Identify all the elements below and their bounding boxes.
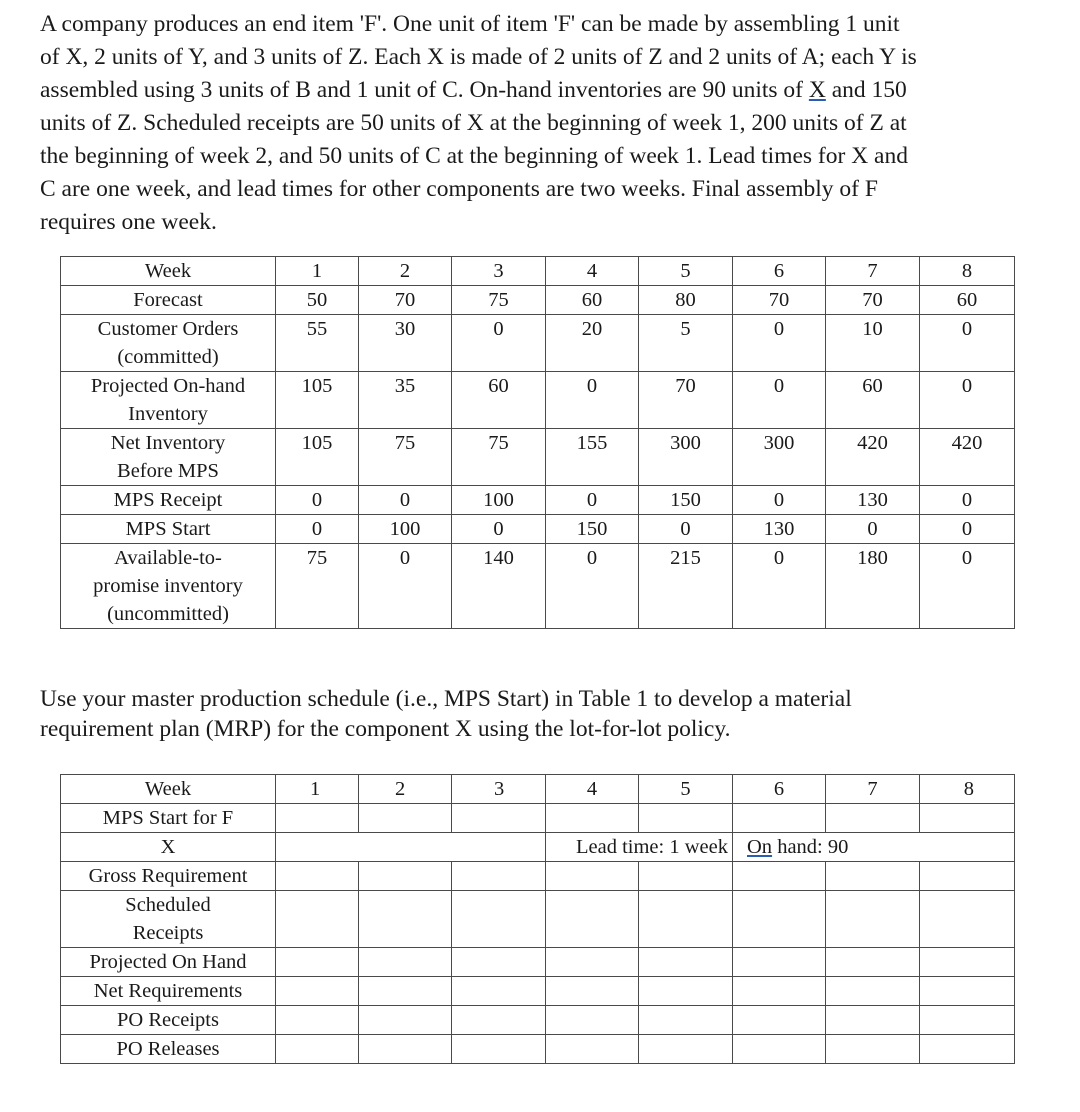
mrp-cell[interactable] [359, 804, 452, 833]
mps-cell: 420 [920, 429, 1015, 486]
mps-cell: 0 [276, 515, 359, 544]
mrp-cell[interactable] [452, 1035, 546, 1064]
mps-cell: 0 [359, 486, 452, 515]
mrp-cell[interactable] [276, 1006, 359, 1035]
mps-cell: 20 [546, 315, 639, 372]
mrp-cell[interactable] [276, 948, 359, 977]
mrp-week-4: 4 [546, 775, 639, 804]
mps-cell: 0 [546, 372, 639, 429]
mps-cell: 55 [276, 315, 359, 372]
mps-cell: 7 [826, 257, 920, 286]
mrp-cell[interactable] [920, 862, 1015, 891]
mps-cell: 0 [276, 486, 359, 515]
mps-row-label: Forecast [61, 286, 276, 315]
mrp-week-label: Week [61, 775, 276, 804]
mrp-cell[interactable] [639, 977, 733, 1006]
mrp-week-2: 2 [359, 775, 452, 804]
mrp-cell[interactable] [452, 977, 546, 1006]
mrp-cell[interactable] [920, 948, 1015, 977]
mrp-cell[interactable] [639, 1006, 733, 1035]
mrp-table-row [61, 862, 1015, 891]
mps-cell: 420 [826, 429, 920, 486]
mrp-table-row [61, 977, 1015, 1006]
mps-row-label: Week [61, 257, 276, 286]
mps-cell: 3 [452, 257, 546, 286]
mrp-week-1: 1 [276, 775, 359, 804]
mps-cell: 2 [359, 257, 452, 286]
mrp-week-6: 6 [733, 775, 826, 804]
mrp-week-row [61, 775, 1015, 804]
mrp-cell[interactable] [826, 948, 920, 977]
mps-row-label: MPS Receipt [61, 486, 276, 515]
mps-cell: 60 [546, 286, 639, 315]
mrp-row-label: Gross Requirement [61, 862, 276, 891]
mrp-mps-start-row [61, 804, 1015, 833]
mrp-cell[interactable] [733, 862, 826, 891]
mps-cell: 60 [452, 372, 546, 429]
mps-cell: 1 [276, 257, 359, 286]
mps-cell: 150 [546, 515, 639, 544]
mrp-cell[interactable] [733, 1006, 826, 1035]
on-hand-prefix: On [747, 836, 773, 858]
mps-cell: 0 [452, 515, 546, 544]
mrp-week-5: 5 [639, 775, 733, 804]
mrp-cell[interactable] [639, 1035, 733, 1064]
mrp-table [60, 774, 1015, 1064]
mrp-cell[interactable] [546, 1006, 639, 1035]
mps-row-label: Available-to- promise inventory (uncommitted) [61, 544, 276, 629]
mps-cell: 0 [826, 515, 920, 544]
mps-row-label: Projected On-hand Inventory [61, 372, 276, 429]
mps-cell: 300 [733, 429, 826, 486]
mrp-cell[interactable] [359, 862, 452, 891]
mps-cell: 300 [639, 429, 733, 486]
mrp-table-row [61, 1006, 1015, 1035]
mps-cell: 0 [639, 515, 733, 544]
mrp-row-label: Scheduled Receipts [61, 891, 276, 948]
mps-cell: 6 [733, 257, 826, 286]
mrp-cell[interactable] [546, 862, 639, 891]
mps-table-row [61, 515, 1015, 544]
mps-cell: 0 [920, 372, 1015, 429]
mps-table-row [61, 429, 1015, 486]
mps-cell: 140 [452, 544, 546, 629]
underlined-x: X [808, 77, 826, 103]
mps-cell: 0 [733, 315, 826, 372]
mps-cell: 130 [733, 515, 826, 544]
mrp-cell[interactable] [276, 977, 359, 1006]
mrp-cell[interactable] [546, 977, 639, 1006]
mrp-cell[interactable] [920, 1035, 1015, 1064]
mrp-cell[interactable] [733, 977, 826, 1006]
mrp-cell[interactable] [359, 891, 452, 948]
mrp-item-label: X [61, 833, 276, 862]
mrp-table-row [61, 948, 1015, 977]
mps-cell: 60 [920, 286, 1015, 315]
mps-cell: 8 [920, 257, 1015, 286]
mrp-cell[interactable] [733, 891, 826, 948]
mrp-cell[interactable] [639, 804, 733, 833]
mps-cell: 100 [452, 486, 546, 515]
mps-cell: 50 [276, 286, 359, 315]
problem-text-part-1: A company produces an end item 'F'. One unit of item 'F' can be made by assembling 1 unit of X, 2 units of Y, and 3 units of Z. Each X is made of 2 units of Z and 2 units of A; each Y is assembled using 3 units of B and 1 unit of C. On-hand inventories are 90 units of [40, 11, 917, 103]
mps-cell: 35 [359, 372, 452, 429]
mrp-item-spacer [276, 833, 546, 862]
mrp-cell[interactable] [826, 977, 920, 1006]
mps-cell: 150 [639, 486, 733, 515]
mrp-cell[interactable] [359, 1035, 452, 1064]
mps-cell: 75 [359, 429, 452, 486]
mrp-row-label: Projected On Hand [61, 948, 276, 977]
mrp-cell[interactable] [546, 804, 639, 833]
instruction-text: Use your master production schedule (i.e., MPS Start) in Table 1 to develop a material requirement plan (MRP) for the component X using the lot-for-lot policy. [40, 686, 852, 742]
mps-cell: 155 [546, 429, 639, 486]
mrp-cell[interactable] [733, 804, 826, 833]
mps-cell: 0 [920, 315, 1015, 372]
mps-table-row [61, 372, 1015, 429]
mps-cell: 75 [276, 544, 359, 629]
mps-cell: 105 [276, 372, 359, 429]
mps-cell: 0 [920, 544, 1015, 629]
mrp-cell[interactable] [276, 804, 359, 833]
mrp-cell[interactable] [359, 977, 452, 1006]
mrp-cell[interactable] [276, 1035, 359, 1064]
mrp-cell[interactable] [639, 948, 733, 977]
mps-cell: 70 [733, 286, 826, 315]
mps-cell: 0 [920, 515, 1015, 544]
mrp-cell[interactable] [452, 948, 546, 977]
mps-cell: 100 [359, 515, 452, 544]
mrp-cell[interactable] [920, 804, 1015, 833]
mps-cell: 80 [639, 286, 733, 315]
mps-cell: 0 [733, 372, 826, 429]
mps-cell: 0 [359, 544, 452, 629]
mrp-table-row [61, 891, 1015, 948]
mrp-cell[interactable] [276, 891, 359, 948]
mrp-cell[interactable] [639, 891, 733, 948]
mps-table [60, 256, 1015, 629]
mps-table-row [61, 286, 1015, 315]
mrp-cell[interactable] [826, 804, 920, 833]
mps-cell: 0 [546, 544, 639, 629]
mrp-week-8: 8 [920, 775, 1015, 804]
mps-row-label: MPS Start [61, 515, 276, 544]
mps-cell: 130 [826, 486, 920, 515]
on-hand-note [733, 833, 1015, 862]
mps-cell: 5 [639, 315, 733, 372]
mps-cell: 10 [826, 315, 920, 372]
mps-cell: 0 [733, 486, 826, 515]
on-hand-rest: hand: 90 [772, 836, 849, 858]
mrp-cell[interactable] [920, 891, 1015, 948]
mrp-cell[interactable] [920, 1006, 1015, 1035]
mrp-cell[interactable] [733, 948, 826, 977]
problem-text-part-2: and 150 units of Z. Scheduled receipts are 50 units of X at the beginning of week 1, 200 units of Z at the beginning of week 2, and 50 units of C at the beginning of week 1. Lead times for X and C are one week, and lead times for other components are two weeks. Final assembly of F requires one week. [40, 77, 908, 235]
mps-cell: 0 [733, 544, 826, 629]
mrp-row-label: PO Releases [61, 1035, 276, 1064]
mrp-cell[interactable] [639, 862, 733, 891]
mps-cell: 60 [826, 372, 920, 429]
mps-cell: 75 [452, 286, 546, 315]
mrp-cell[interactable] [826, 1006, 920, 1035]
mrp-week-3: 3 [452, 775, 546, 804]
mrp-cell[interactable] [826, 862, 920, 891]
mps-table-row [61, 544, 1015, 629]
mrp-row-label: PO Receipts [61, 1006, 276, 1035]
mrp-cell[interactable] [359, 948, 452, 977]
mrp-item-row [61, 833, 1015, 862]
mps-cell: 70 [359, 286, 452, 315]
mrp-cell[interactable] [920, 977, 1015, 1006]
mrp-cell[interactable] [733, 1035, 826, 1064]
mps-cell: 0 [452, 315, 546, 372]
mps-row-label: Net Inventory Before MPS [61, 429, 276, 486]
mps-cell: 180 [826, 544, 920, 629]
mrp-cell[interactable] [546, 891, 639, 948]
mrp-cell[interactable] [546, 1035, 639, 1064]
mrp-cell[interactable] [276, 862, 359, 891]
mps-cell: 5 [639, 257, 733, 286]
mps-cell: 75 [452, 429, 546, 486]
mps-cell: 0 [546, 486, 639, 515]
mps-cell: 70 [826, 286, 920, 315]
mps-cell: 215 [639, 544, 733, 629]
mrp-cell[interactable] [452, 891, 546, 948]
problem-statement [40, 8, 1050, 239]
mrp-cell[interactable] [826, 1035, 920, 1064]
mrp-cell[interactable] [546, 948, 639, 977]
mrp-week-7: 7 [826, 775, 920, 804]
mps-cell: 105 [276, 429, 359, 486]
mps-row-label: Customer Orders (committed) [61, 315, 276, 372]
mrp-cell[interactable] [359, 1006, 452, 1035]
mrp-cell[interactable] [452, 862, 546, 891]
mrp-mps-start-label: MPS Start for F [61, 804, 276, 833]
mrp-cell[interactable] [452, 1006, 546, 1035]
mps-table-row [61, 486, 1015, 515]
mps-table-row [61, 315, 1015, 372]
mps-cell: 30 [359, 315, 452, 372]
mps-cell: 70 [639, 372, 733, 429]
mrp-cell[interactable] [452, 804, 546, 833]
lead-time-note [546, 833, 733, 862]
mps-cell: 4 [546, 257, 639, 286]
mps-table-row [61, 257, 1015, 286]
mrp-cell[interactable] [826, 891, 920, 948]
lead-time-text: Lead time: 1 week [576, 836, 728, 858]
mps-cell: 0 [920, 486, 1015, 515]
mrp-row-label: Net Requirements [61, 977, 276, 1006]
mrp-table-row [61, 1035, 1015, 1064]
